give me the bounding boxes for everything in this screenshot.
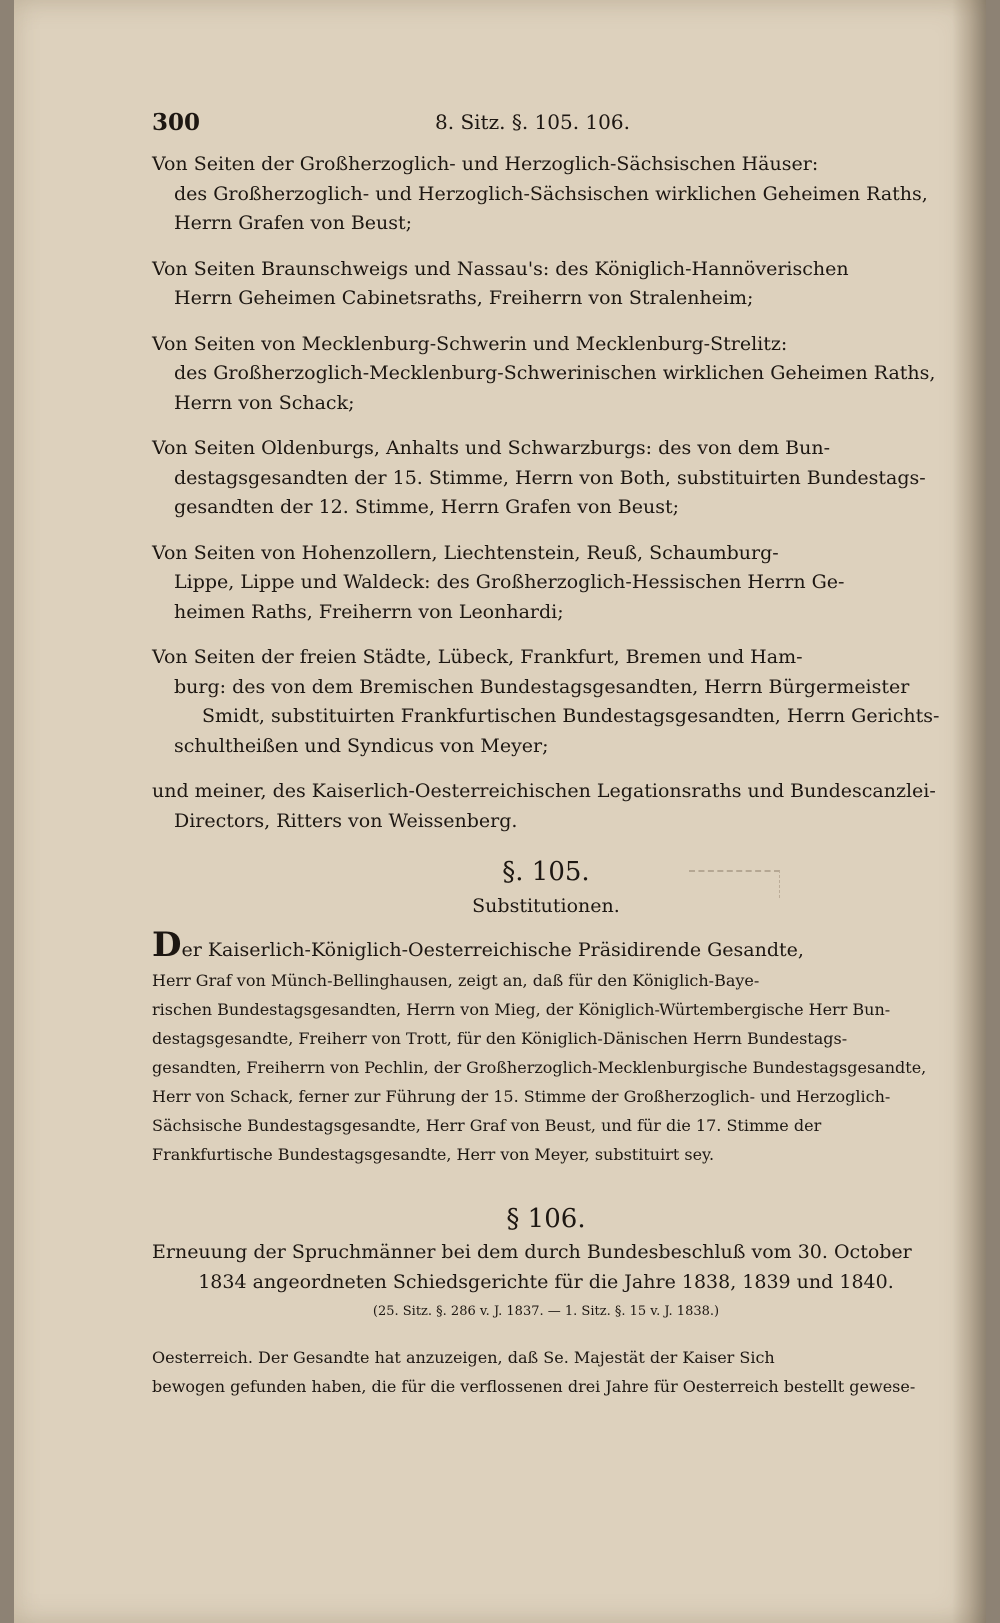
text-line: Herrn Geheimen Cabinetsraths, Freiherrn von Stralenheim;	[174, 287, 754, 309]
reference-note: (25. Sitz. §. 286 v. J. 1837. — 1. Sitz. §. 15 v. J. 1838.)	[372, 1304, 720, 1319]
section-106-heading	[152, 1238, 940, 1327]
section-106-title: § 106.	[506, 1203, 586, 1234]
drop-cap: D	[152, 925, 182, 965]
text-line: er Kaiserlich-Königlich-Oesterreichische Präsidirende Gesandte,	[181, 939, 804, 961]
section-105-subtitle: Substitutionen.	[472, 894, 620, 917]
text-line: Erneuung der Spruchmänner bei dem durch Bundesbeschluß vom 30. October	[152, 1241, 912, 1263]
text-line: Herrn Grafen von Beust;	[174, 212, 413, 234]
text-line: Smidt, substituirten Frankfurtischen Bundestagsgesandten, Herrn Gerichts-	[202, 705, 940, 727]
text-line: bewogen gefunden haben, die für die verflossenen drei Jahre für Oesterreich bestellt gewese-	[152, 1376, 916, 1396]
page-content	[152, 108, 940, 1417]
text-line: Frankfurtische Bundestagsgesandte, Herr von Meyer, substituirt sey.	[152, 1144, 715, 1164]
text-line: Directors, Ritters von Weissenberg.	[174, 809, 518, 832]
text-line: Oesterreich. Der Gesandte hat anzuzeigen, daß Se. Majestät der Kaiser Sich	[152, 1347, 775, 1367]
paragraph-brunswick-nassau	[152, 255, 940, 314]
paragraph-oldenburg	[152, 434, 940, 523]
text-line: und meiner, des Kaiserlich-Oesterreichischen Legationsraths und Bundescanzlei-	[152, 780, 936, 802]
paragraph-closing	[152, 777, 940, 836]
text-line: Herrn von Schack;	[174, 391, 355, 414]
paragraph-saxony	[152, 150, 940, 239]
text-line: gesandten der 12. Stimme, Herrn Grafen von Beust;	[174, 496, 679, 518]
text-line: Lippe, Lippe und Waldeck: des Großherzoglich-Hessischen Herrn Ge-	[174, 571, 845, 593]
text-line: 1834 angeordneten Schiedsgerichte für die Jahre 1838, 1839 und 1840.	[198, 1270, 894, 1293]
text-line: heimen Raths, Freiherrn von Leonhardi;	[174, 600, 564, 623]
paragraph-mecklenburg	[152, 330, 940, 419]
section-105-body	[152, 925, 940, 1169]
text-line: Von Seiten von Hohenzollern, Liechtenstein, Reuß, Schaumburg-	[152, 541, 779, 564]
running-head: 8. Sitz. §. 105. 106.	[435, 110, 630, 134]
text-line: Von Seiten von Mecklenburg-Schwerin und Mecklenburg-Strelitz:	[152, 332, 788, 355]
page-spine-shadow	[952, 0, 986, 1623]
text-line: Herr von Schack, ferner zur Führung der 15. Stimme der Großherzoglich- und Herzoglich-	[152, 1086, 891, 1106]
text-line: destagsgesandten der 15. Stimme, Herrn von Both, substituirten Bundestags-	[174, 466, 926, 489]
section-106-body	[152, 1343, 940, 1401]
text-line: des Großherzoglich- und Herzoglich-Sächsischen wirklichen Geheimen Raths,	[174, 182, 928, 205]
text-line: destagsgesandte, Freiherr von Trott, für den Königlich-Dänischen Herrn Bundestags-	[152, 1028, 848, 1048]
text-line: gesandten, Freiherrn von Pechlin, der Großherzoglich-Mecklenburgische Bundestagsgesandte,	[152, 1057, 927, 1077]
section-105-title: §. 105.	[502, 857, 590, 887]
text-line: Herr Graf von Münch-Bellinghausen, zeigt an, daß für den Königlich-Baye-	[152, 970, 760, 990]
text-line: Von Seiten Braunschweigs und Nassau's: des Königlich-Hannöverischen	[152, 257, 849, 280]
text-line: des Großherzoglich-Mecklenburg-Schwerinischen wirklichen Geheimen Raths,	[174, 362, 936, 384]
page-header	[152, 108, 940, 150]
text-line: Von Seiten der Großherzoglich- und Herzoglich-Sächsischen Häuser:	[152, 153, 819, 175]
text-line: Von Seiten Oldenburgs, Anhalts und Schwarzburgs: des von dem Bun-	[152, 437, 831, 459]
paragraph-hohenzollern	[152, 539, 940, 628]
page-number: 300	[152, 109, 201, 136]
text-line: Sächsische Bundestagsgesandte, Herr Graf von Beust, und für die 17. Stimme der	[152, 1115, 822, 1135]
text-line: schultheißen und Syndicus von Meyer;	[174, 734, 549, 757]
text-line: Von Seiten der freien Städte, Lübeck, Frankfurt, Bremen und Ham-	[152, 646, 803, 668]
text-line: burg: des von dem Bremischen Bundestagsgesandten, Herrn Bürgermeister	[174, 675, 910, 698]
text-line: rischen Bundestagsgesandten, Herrn von Mieg, der Königlich-Würtembergische Herr Bun-	[152, 999, 891, 1019]
paragraph-free-cities	[152, 643, 940, 761]
